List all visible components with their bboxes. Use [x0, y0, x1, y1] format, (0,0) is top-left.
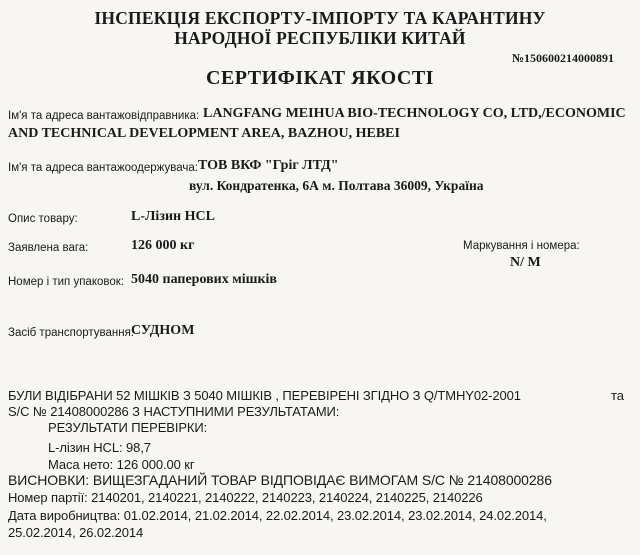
weight-label: Заявлена вага:	[8, 242, 89, 254]
weight-value: 126 000 кг	[131, 238, 195, 253]
sampling-statement: БУЛИ ВІДІБРАНИ 52 МІШКІВ З 5040 МІШКІВ , ПЕРЕВІРЕНІ ЗГІДНО З Q/TMHY02-2001	[8, 388, 521, 403]
batch-numbers: Номер партії: 2140201, 2140221, 2140222, 2140223, 2140224, 2140225, 2140226	[8, 490, 483, 505]
goods-value: L-Лізин HCL	[131, 209, 215, 224]
sampling-statement-cont: S/C № 21408000286 З НАСТУПНИМИ РЕЗУЛЬТАТАМИ:	[8, 404, 340, 419]
goods-label: Опис товару:	[8, 213, 78, 225]
results-heading: РЕЗУЛЬТАТИ ПЕРЕВІРКИ:	[48, 420, 208, 435]
shipper-label: Ім'я та адреса вантажовідправника:	[8, 110, 200, 122]
marks-label: Маркування і номера:	[463, 240, 580, 252]
transport-label: Засіб транспортування:	[8, 327, 135, 339]
issuer-line-2: НАРОДНОЇ РЕСПУБЛІКИ КИТАЙ	[174, 28, 466, 48]
packing-value: 5040 паперових мішків	[131, 272, 277, 287]
transport-value: СУДНОМ	[131, 323, 195, 338]
issuer-line-1: ІНСПЕКЦІЯ ЕКСПОРТУ-ІМПОРТУ ТА КАРАНТИНУ	[94, 8, 546, 28]
consignee-address: вул. Кондратенка, 6А м. Полтава 36009, Україна	[189, 178, 484, 193]
shipper-value-cont: AND TECHNICAL DEVELOPMENT AREA, BAZHOU, HEBEI	[8, 126, 400, 141]
consignee-value: ТОВ ВКФ "Гріг ЛТД"	[198, 158, 339, 173]
production-dates-cont: 25.02.2014, 26.02.2014	[8, 525, 144, 540]
consignee-label: Ім'я та адреса вантажоодержувача:	[8, 162, 198, 174]
marks-value: N/ M	[510, 255, 541, 270]
certificate-number: №150600214000891	[511, 51, 614, 65]
packing-label: Номер і тип упаковок:	[8, 276, 124, 288]
result-net-mass: Маса нето: 126 000.00 кг	[48, 457, 195, 472]
document-title: СЕРТИФІКАТ ЯКОСТІ	[206, 67, 434, 89]
result-lysine: L-лізин HCL: 98,7	[48, 440, 151, 455]
shipper-value: LANGFANG MEIHUA BIO-TECHNOLOGY CO, LTD,/ECONOMIC	[203, 106, 626, 121]
conclusion: ВИСНОВКИ: ВИЩЕЗГАДАНИЙ ТОВАР ВІДПОВІДАЄ ВИМОГАМ S/C № 21408000286	[8, 472, 552, 488]
sampling-statement-end: та	[611, 388, 624, 403]
production-dates: Дата виробництва: 01.02.2014, 21.02.2014, 22.02.2014, 23.02.2014, 23.02.2014, 24.02.2014,	[8, 508, 547, 523]
